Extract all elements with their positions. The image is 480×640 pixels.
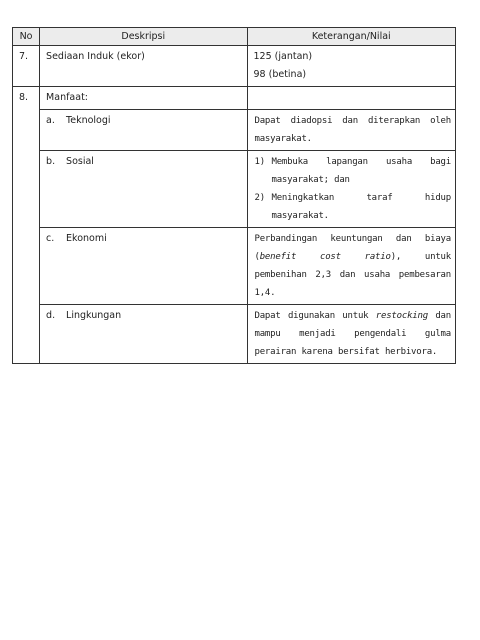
table-row-8a	[13, 110, 456, 151]
row-7-description: Sediaan Induk (ekor)	[40, 46, 247, 87]
table-row-8b	[13, 151, 456, 228]
row-8b-point-2-text: Meningkatkan taraf hidup masyarakat.	[271, 193, 451, 221]
row-8d-number-spacer	[13, 305, 40, 364]
row-8-value-empty	[247, 87, 456, 110]
row-8c-text-before: Perbandingan keuntungan dan biaya (	[254, 234, 451, 262]
row-8-description: Manfaat:	[40, 87, 247, 110]
row-8c-text-italic: benefit cost ratio	[259, 252, 391, 262]
row-8c-number-spacer	[13, 228, 40, 305]
row-8d-text-before: Dapat digunakan untuk	[254, 311, 376, 321]
row-8a-value	[247, 110, 456, 151]
info-table	[12, 27, 456, 364]
row-8b-value	[247, 151, 456, 228]
row-8b-point-1-text: Membuka lapangan usaha bagi masyarakat; dan	[271, 157, 451, 185]
row-8b-point-1-number: 1)	[254, 157, 265, 167]
table-header-row	[13, 28, 456, 46]
row-8a-label: Teknologi	[66, 115, 111, 126]
row-8c-letter: c.	[46, 233, 55, 244]
row-8d-text-after: dan mampu menjadi pengendali gulma perairan karena bersifat herbivora.	[254, 311, 451, 357]
row-8b-points	[248, 151, 456, 227]
header-value: Keterangan/Nilai	[247, 28, 456, 46]
row-8b-point-2-number: 2)	[254, 193, 265, 203]
row-8b-number-spacer	[13, 151, 40, 228]
row-8c-label: Ekonomi	[66, 233, 107, 244]
table-row-8d	[13, 305, 456, 364]
table-row-7	[13, 46, 456, 87]
row-7-value	[247, 46, 456, 87]
row-8c-text-after: ), untuk pembenihan 2,3 dan usaha pembesaran 1,4.	[254, 252, 451, 298]
document-page	[12, 27, 456, 364]
row-8d-value	[247, 305, 456, 364]
table-row-8	[13, 87, 456, 110]
row-8d-text-italic: restocking	[375, 311, 428, 321]
row-7-value-line-2: 98 (betina)	[253, 69, 307, 80]
row-8c-text	[248, 228, 456, 304]
row-8d-text	[248, 305, 456, 363]
header-description: Deskripsi	[40, 28, 247, 46]
list-item	[255, 189, 452, 225]
row-8a-number-spacer	[13, 110, 40, 151]
row-8a-description	[40, 110, 247, 151]
row-7-number: 7.	[13, 46, 40, 87]
row-8b-label: Sosial	[66, 156, 94, 167]
row-8d-description	[40, 305, 247, 364]
row-8a-text: Dapat diadopsi dan diterapkan oleh masyarakat.	[254, 116, 451, 144]
row-8d-label: Lingkungan	[66, 310, 122, 321]
row-8d-letter: d.	[46, 310, 56, 321]
table-row-8c	[13, 228, 456, 305]
row-8c-description	[40, 228, 247, 305]
list-item	[255, 153, 452, 189]
row-8-number: 8.	[13, 87, 40, 110]
row-8a-letter: a.	[46, 115, 55, 126]
row-7-value-line-1: 125 (jantan)	[253, 51, 313, 62]
header-no: No	[13, 28, 40, 46]
row-8b-description	[40, 151, 247, 228]
row-8c-value	[247, 228, 456, 305]
row-8b-letter: b.	[46, 156, 56, 167]
